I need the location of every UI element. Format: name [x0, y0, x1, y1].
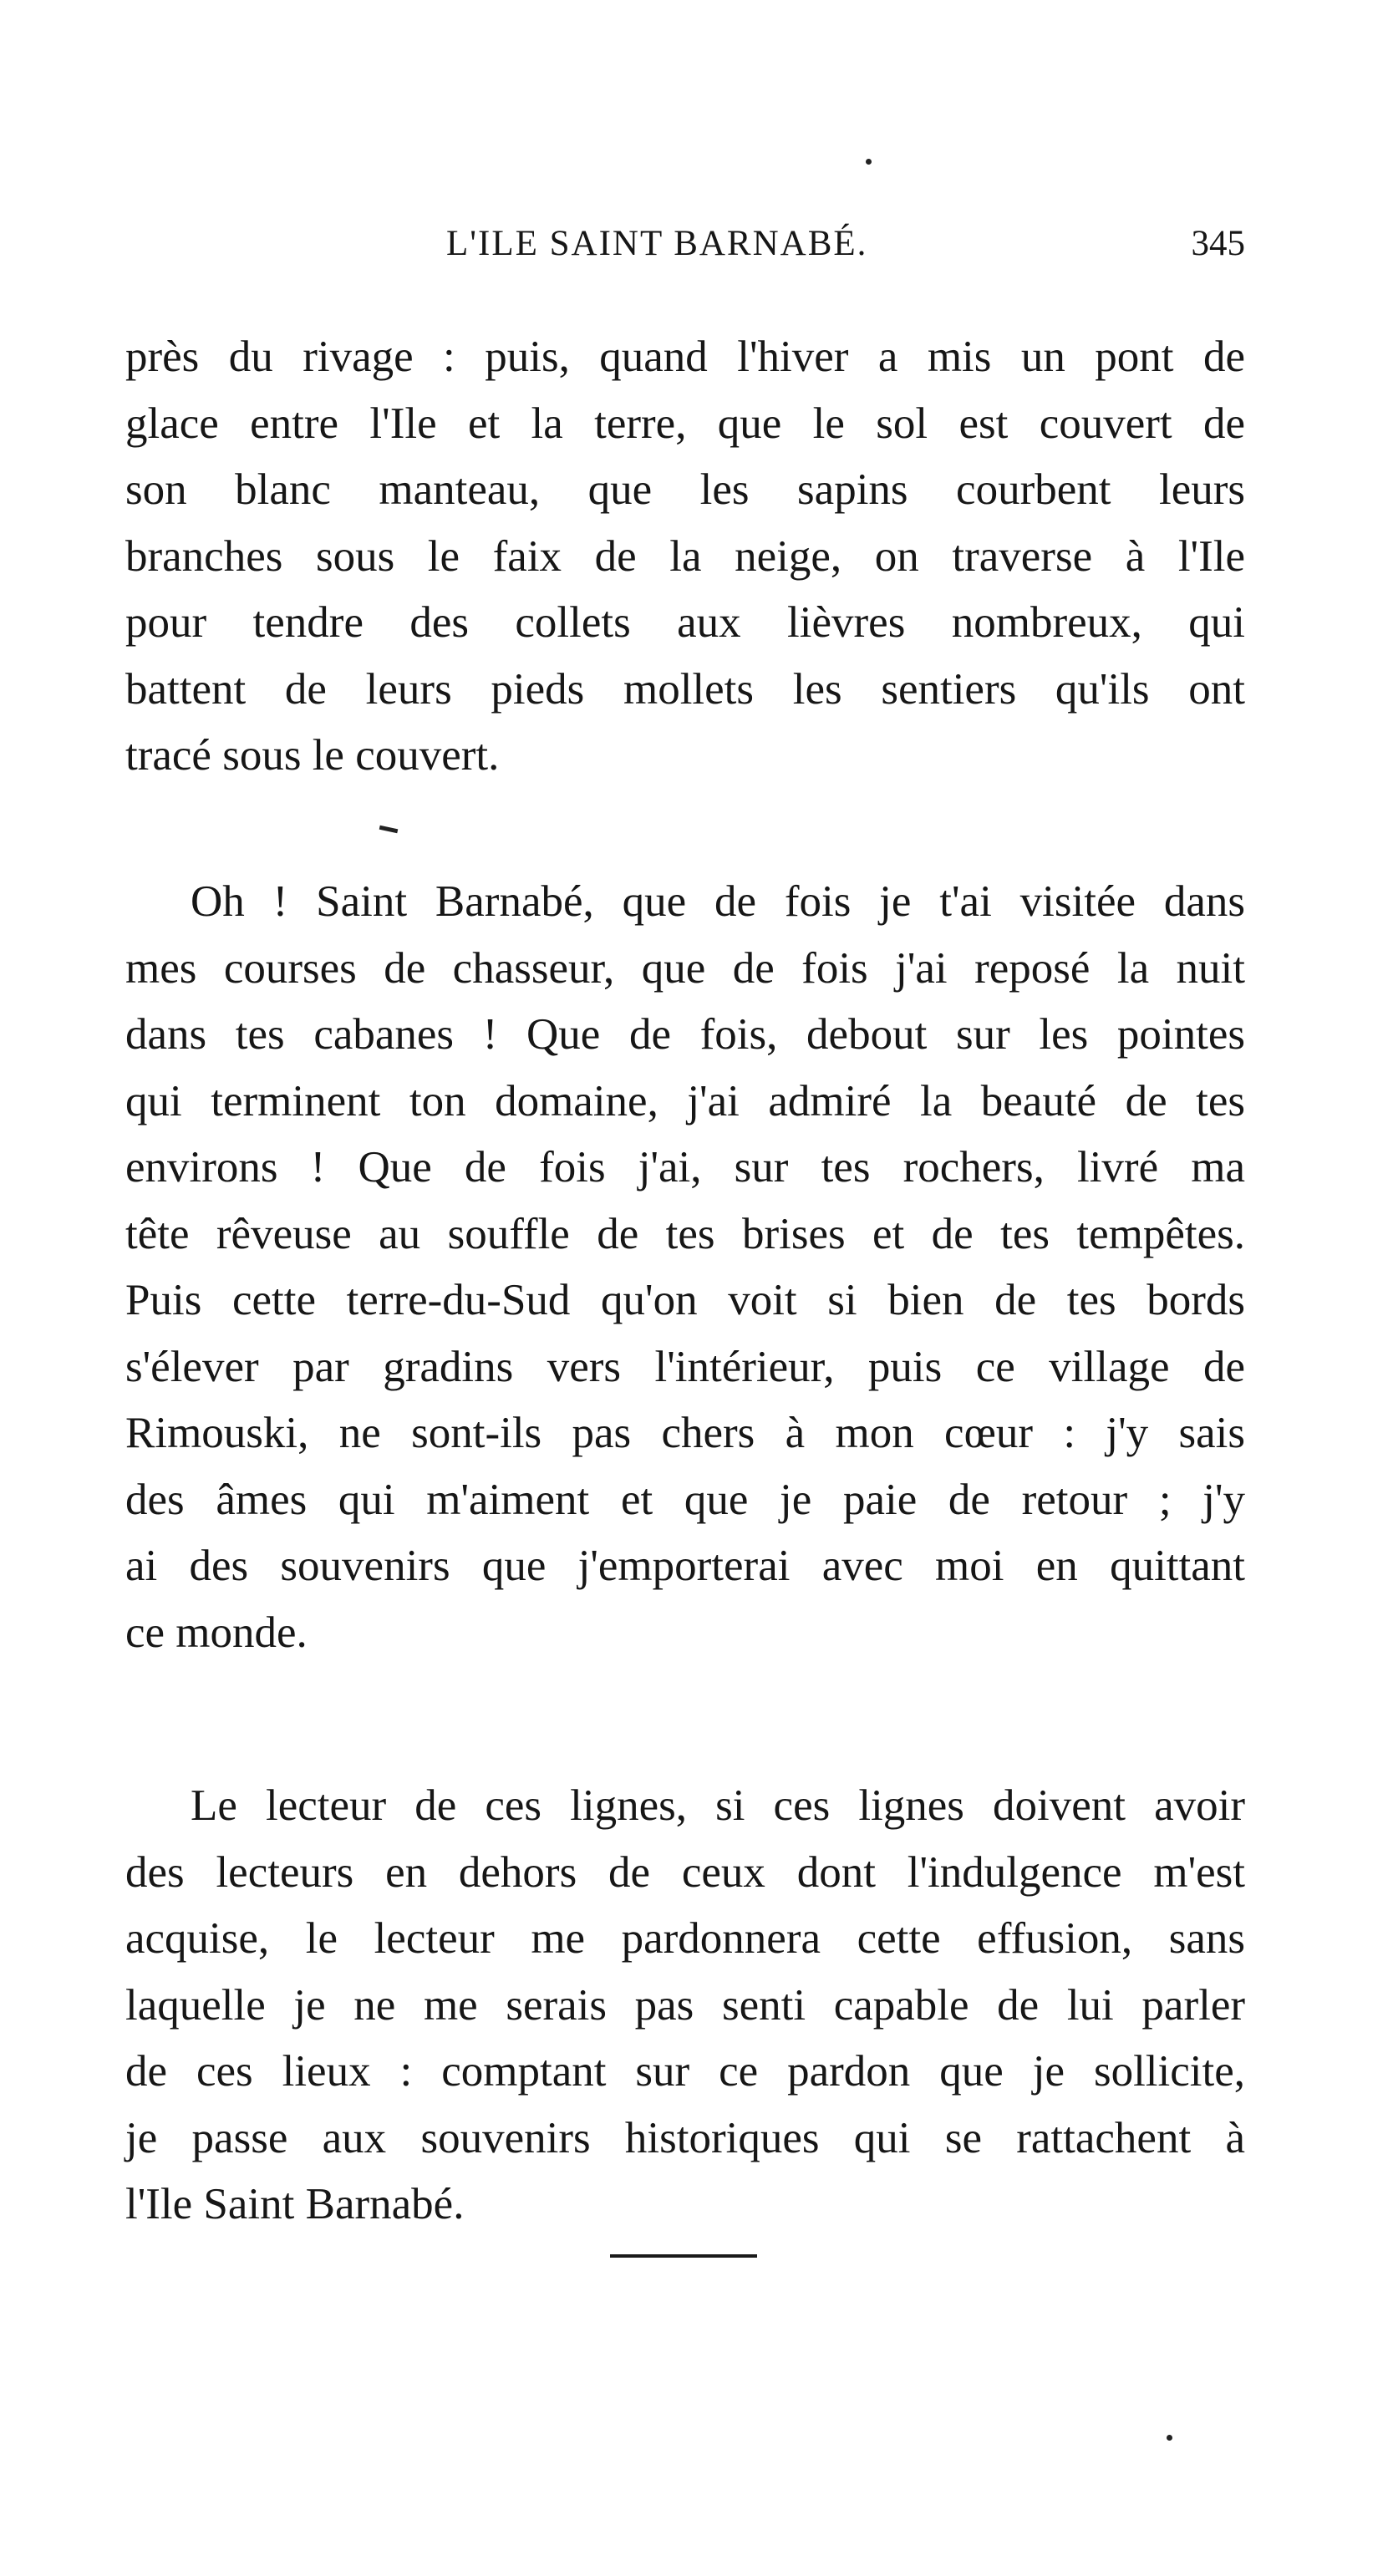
- text-line: s'élever par gradins vers l'intérieur, puis ce village de: [125, 1342, 1245, 1391]
- text-line: Le lecteur de ces lignes, si ces lignes doivent avoir: [191, 1781, 1245, 1830]
- text-line: branches sous le faix de la neige, on traverse à l'Ile: [125, 531, 1245, 581]
- text-line: qui terminent ton domaine, j'ai admiré la beauté de tes: [125, 1076, 1245, 1125]
- text-line: environs ! Que de fois j'ai, sur tes rochers, livré ma: [125, 1143, 1245, 1191]
- page-header: [125, 219, 1245, 269]
- text-line: ai des souvenirs que j'emporterai avec moi en quittant: [125, 1542, 1245, 1590]
- text-line: son blanc manteau, que les sapins courbent leurs: [125, 465, 1245, 514]
- text-line: l'Ile Saint Barnabé.: [125, 2180, 465, 2228]
- text-line: mes courses de chasseur, que de fois j'ai reposé la nuit: [125, 943, 1245, 993]
- paragraph-1: [125, 324, 1245, 790]
- ink-speck-top: [866, 159, 872, 165]
- paragraph-2: [125, 869, 1245, 1666]
- ink-speck-bottom: [1167, 2435, 1172, 2441]
- text-line: tête rêveuse au souffle de tes brises et de tes tempêtes.: [125, 1209, 1245, 1258]
- text-line: près du rivage : puis, quand l'hiver a mis un pont de: [125, 333, 1245, 381]
- running-title: L'ILE SAINT BARNABÉ.: [446, 224, 868, 263]
- text-line: tracé sous le couvert.: [125, 731, 500, 780]
- text-line: je passe aux souvenirs historiques qui se rattachent à: [125, 2113, 1245, 2162]
- section-rule: [610, 2254, 757, 2258]
- text-line: Rimouski, ne sont-ils pas chers à mon cœur : j'y sais: [125, 1409, 1245, 1457]
- text-line: laquelle je ne me serais pas senti capable de lui parler: [125, 1980, 1245, 2030]
- text-line: dans tes cabanes ! Que de fois, debout sur les pointes: [125, 1010, 1245, 1059]
- text-line: acquise, le lecteur me pardonnera cette effusion, sans: [125, 1914, 1245, 1963]
- text-line: de ces lieux : comptant sur ce pardon que je sollicite,: [125, 2047, 1245, 2096]
- text-line: battent de leurs pieds mollets les sentiers qu'ils ont: [125, 664, 1245, 714]
- text-line: des lecteurs en dehors de ceux dont l'indulgence m'est: [125, 1847, 1245, 1897]
- paragraph-3: [125, 1773, 1245, 2238]
- stray-mark: [379, 826, 399, 833]
- text-line: ce monde.: [125, 1608, 308, 1657]
- page-number: 345: [1191, 224, 1245, 263]
- text-line: glace entre l'Ile et la terre, que le sol est couvert de: [125, 399, 1245, 448]
- text-line: Oh ! Saint Barnabé, que de fois je t'ai visitée dans: [191, 877, 1245, 926]
- text-line: Puis cette terre-du-Sud qu'on voit si bien de tes bords: [125, 1276, 1245, 1324]
- text-line: pour tendre des collets aux lièvres nombreux, qui: [125, 598, 1245, 647]
- text-line: des âmes qui m'aiment et que je paie de retour ; j'y: [125, 1475, 1245, 1524]
